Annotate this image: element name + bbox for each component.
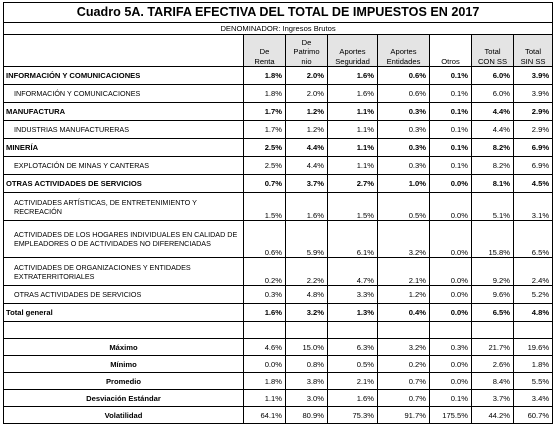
value-cell: 4.4% [472,103,514,121]
row-label: Mínimo [4,356,244,373]
value-cell: 6.1% [328,221,378,258]
row-label: MINERÍA [4,139,244,157]
value-cell: 1.3% [328,304,378,322]
value-cell: 4.6% [244,339,286,356]
value-cell: 0.0% [430,258,472,286]
value-cell: 2.0% [286,67,328,85]
table-row [4,373,553,390]
value-cell: 1.1% [328,103,378,121]
value-cell: 3.3% [328,286,378,304]
value-cell: 3.2% [286,304,328,322]
value-cell: 1.1% [328,121,378,139]
value-cell: 0.0% [430,356,472,373]
value-cell: 4.8% [286,286,328,304]
value-cell: 0.1% [430,67,472,85]
value-cell: 8.2% [472,157,514,175]
table-row [4,390,553,407]
value-cell: 0.5% [378,193,430,221]
value-cell: 0.0% [430,286,472,304]
row-label: Volatilidad [4,407,244,424]
tax-rate-table [3,2,553,424]
value-cell: 3.0% [286,390,328,407]
row-label: INDUSTRIAS MANUFACTURERAS [4,121,244,139]
value-cell: 6.0% [472,67,514,85]
value-cell: 0.0% [430,304,472,322]
row-label: EXPLOTACIÓN DE MINAS Y CANTERAS [4,157,244,175]
value-cell: 2.0% [286,85,328,103]
column-header [244,35,286,67]
column-header-text: Seguridad [335,56,370,66]
header-blank-cell [4,35,244,67]
value-cell: 2.9% [514,103,553,121]
value-cell: 0.2% [378,356,430,373]
column-header-text: Total [484,47,501,56]
column-header-text: SIN SS [520,56,546,66]
value-cell: 6.5% [514,221,553,258]
table-row [4,286,553,304]
value-cell: 0.7% [378,373,430,390]
value-cell: 1.0% [378,175,430,193]
value-cell: 0.3% [378,139,430,157]
value-cell: 4.4% [286,139,328,157]
row-label: OTRAS ACTIVIDADES DE SERVICIOS [4,286,244,304]
column-header-text: Patrimo [293,47,320,56]
value-cell: 6.9% [514,157,553,175]
column-header-text: Aportes [339,47,366,56]
value-cell: 75.3% [328,407,378,424]
table-row [4,356,553,373]
value-cell: 9.2% [472,258,514,286]
value-cell: 0.6% [378,85,430,103]
value-cell: 0.0% [430,221,472,258]
column-header [328,35,378,67]
column-header-text: De [301,37,312,47]
value-cell: 0.3% [430,339,472,356]
column-header [378,35,430,67]
column-header [514,35,553,67]
tax-rate-sheet [3,2,552,424]
table-row [4,139,553,157]
value-cell: 2.1% [378,258,430,286]
value-cell: 175.5% [430,407,472,424]
empty-cell [244,322,286,339]
empty-cell [378,322,430,339]
value-cell: 3.2% [378,221,430,258]
value-cell: 4.8% [514,304,553,322]
value-cell: 1.8% [244,85,286,103]
column-header-text: Total [525,47,542,56]
column-header-text: CON SS [477,56,508,66]
value-cell: 4.4% [472,121,514,139]
value-cell: 60.7% [514,407,553,424]
empty-cell [430,322,472,339]
value-cell: 0.1% [430,121,472,139]
empty-cell [472,322,514,339]
table-row [4,339,553,356]
value-cell: 0.0% [430,193,472,221]
value-cell: 0.8% [286,356,328,373]
row-label: Promedio [4,373,244,390]
value-cell: 5.5% [514,373,553,390]
value-cell: 3.7% [286,175,328,193]
table-row [4,85,553,103]
value-cell: 1.7% [244,121,286,139]
value-cell: 8.1% [472,175,514,193]
row-label: Total general [4,304,244,322]
table-row [4,258,553,286]
value-cell: 2.1% [328,373,378,390]
row-label: INFORMACIÓN Y COMUNICACIONES [4,85,244,103]
value-cell: 1.5% [244,193,286,221]
value-cell: 0.7% [378,390,430,407]
value-cell: 0.2% [244,258,286,286]
table-row [4,103,553,121]
value-cell: 4.7% [328,258,378,286]
value-cell: 6.9% [514,139,553,157]
value-cell: 1.1% [328,157,378,175]
value-cell: 4.5% [514,175,553,193]
row-label: ACTIVIDADES DE ORGANIZACIONES Y ENTIDADES EXTRATERRITORIALES [4,258,244,286]
value-cell: 2.7% [328,175,378,193]
value-cell: 3.7% [472,390,514,407]
value-cell: 1.5% [328,193,378,221]
value-cell: 4.4% [286,157,328,175]
value-cell: 2.2% [286,258,328,286]
value-cell: 0.3% [378,121,430,139]
value-cell: 8.2% [472,139,514,157]
value-cell: 6.0% [472,85,514,103]
column-header-text: Otros [441,56,460,66]
denominator-label: DENOMINADOR: Ingresos Brutos [4,23,553,35]
table-row [4,304,553,322]
value-cell: 9.6% [472,286,514,304]
table-row [4,193,553,221]
column-header [430,35,472,67]
value-cell: 2.5% [244,157,286,175]
value-cell: 0.3% [244,286,286,304]
row-label: INFORMACIÓN Y COMUNICACIONES [4,67,244,85]
row-label: ACTIVIDADES ARTÍSTICAS, DE ENTRETENIMIENTO Y RECREACIÓN [4,193,244,221]
table-row [4,121,553,139]
empty-cell [514,322,553,339]
value-cell: 3.9% [514,85,553,103]
table-row [4,221,553,258]
value-cell: 21.7% [472,339,514,356]
value-cell: 0.3% [378,157,430,175]
column-header-text: Renta [254,56,275,66]
empty-cell [328,322,378,339]
value-cell: 2.6% [472,356,514,373]
value-cell: 91.7% [378,407,430,424]
value-cell: 3.4% [514,390,553,407]
value-cell: 0.7% [244,175,286,193]
column-header-text: Aportes [390,47,417,56]
row-label: Desviación Estándar [4,390,244,407]
value-cell: 3.8% [286,373,328,390]
value-cell: 0.1% [430,85,472,103]
value-cell: 6.5% [472,304,514,322]
value-cell: 6.3% [328,339,378,356]
value-cell: 0.1% [430,157,472,175]
value-cell: 0.6% [378,67,430,85]
column-header [472,35,514,67]
value-cell: 1.6% [328,390,378,407]
value-cell: 0.0% [430,373,472,390]
value-cell: 1.6% [286,193,328,221]
table-row [4,67,553,85]
table-row [4,407,553,424]
value-cell: 1.6% [328,67,378,85]
row-label: Máximo [4,339,244,356]
row-label: ACTIVIDADES DE LOS HOGARES INDIVIDUALES EN CALIDAD DE EMPLEADORES O DE ACTIVIDADES NO DIFERENCIADAS [4,221,244,258]
value-cell: 0.1% [430,139,472,157]
value-cell: 1.2% [286,121,328,139]
value-cell: 0.6% [244,221,286,258]
value-cell: 2.5% [244,139,286,157]
column-header [286,35,328,67]
empty-cell [4,322,244,339]
row-label: OTRAS ACTIVIDADES DE SERVICIOS [4,175,244,193]
table-row [4,175,553,193]
value-cell: 0.5% [328,356,378,373]
table-title: Cuadro 5A. TARIFA EFECTIVA DEL TOTAL DE IMPUESTOS EN 2017 [4,3,553,23]
value-cell: 0.3% [378,103,430,121]
value-cell: 5.9% [286,221,328,258]
value-cell: 1.8% [244,67,286,85]
value-cell: 1.2% [378,286,430,304]
value-cell: 0.1% [430,390,472,407]
empty-cell [286,322,328,339]
column-header-text: De [259,47,270,56]
value-cell: 5.2% [514,286,553,304]
value-cell: 2.9% [514,121,553,139]
column-header-text: nio [301,56,312,66]
value-cell: 8.4% [472,373,514,390]
value-cell: 64.1% [244,407,286,424]
value-cell: 15.0% [286,339,328,356]
value-cell: 0.0% [244,356,286,373]
value-cell: 1.7% [244,103,286,121]
value-cell: 1.6% [328,85,378,103]
value-cell: 19.6% [514,339,553,356]
value-cell: 1.1% [328,139,378,157]
value-cell: 80.9% [286,407,328,424]
value-cell: 3.1% [514,193,553,221]
value-cell: 5.1% [472,193,514,221]
value-cell: 1.8% [514,356,553,373]
row-label: MANUFACTURA [4,103,244,121]
value-cell: 1.8% [244,373,286,390]
value-cell: 2.4% [514,258,553,286]
value-cell: 0.1% [430,103,472,121]
value-cell: 1.1% [244,390,286,407]
value-cell: 0.0% [430,175,472,193]
spacer-row [4,322,553,339]
column-header-text: Entidades [386,56,421,66]
value-cell: 1.2% [286,103,328,121]
table-row [4,157,553,175]
value-cell: 3.9% [514,67,553,85]
value-cell: 15.8% [472,221,514,258]
value-cell: 0.4% [378,304,430,322]
value-cell: 3.2% [378,339,430,356]
value-cell: 44.2% [472,407,514,424]
value-cell: 1.6% [244,304,286,322]
